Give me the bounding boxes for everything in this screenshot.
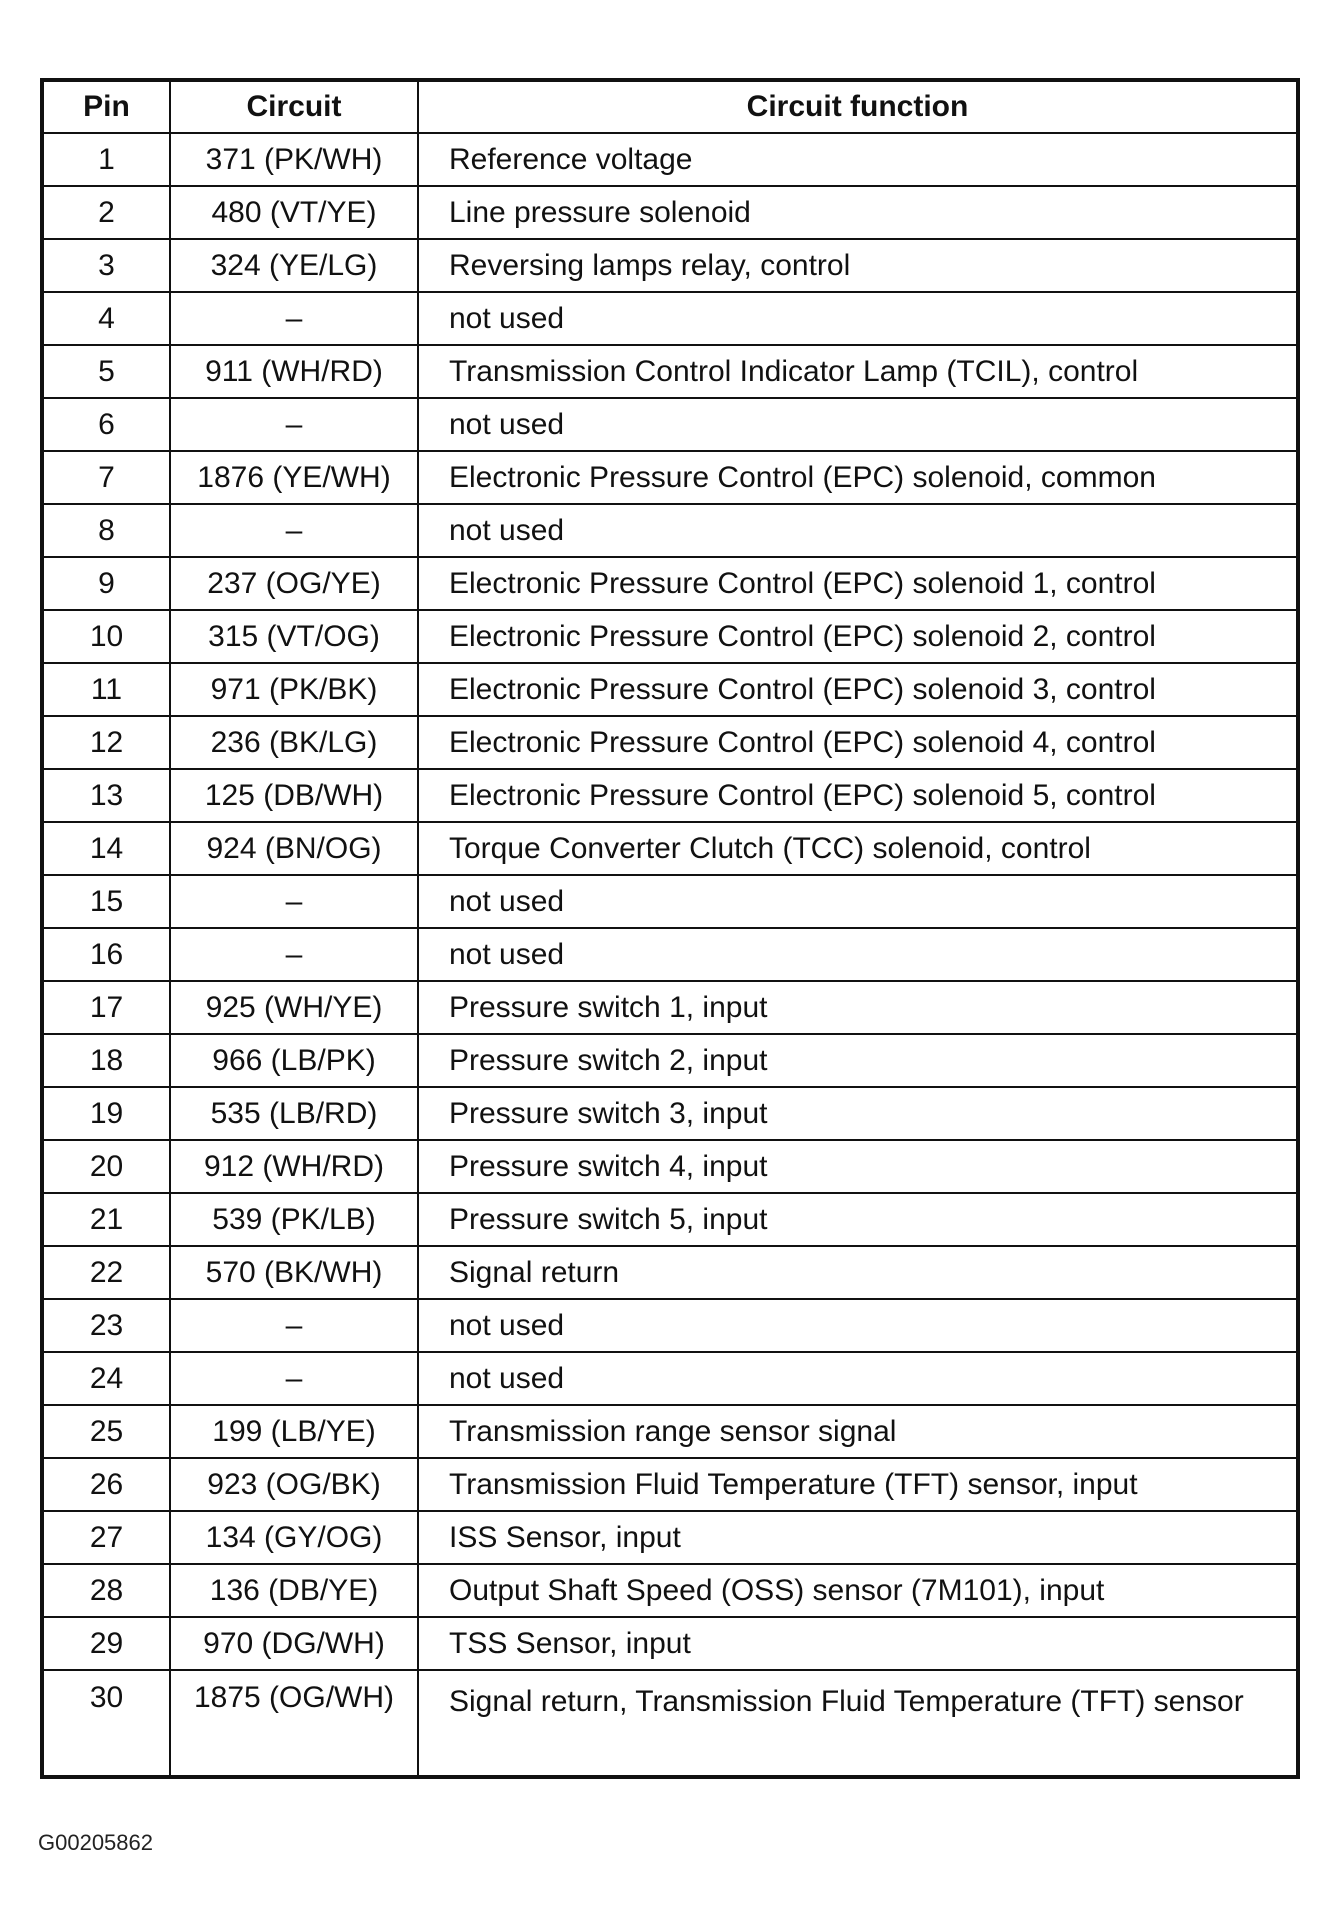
circuit-cell: 134 (GY/OG) bbox=[170, 1511, 418, 1564]
table-row bbox=[42, 610, 1298, 663]
table-row bbox=[42, 1246, 1298, 1299]
circuit-function-cell: not used bbox=[418, 1299, 1298, 1352]
circuit-cell: 236 (BK/LG) bbox=[170, 716, 418, 769]
pin-cell: 11 bbox=[42, 663, 170, 716]
circuit-cell: 970 (DG/WH) bbox=[170, 1617, 418, 1670]
table-row bbox=[42, 1087, 1298, 1140]
pin-cell: 14 bbox=[42, 822, 170, 875]
circuit-function-cell: Signal return bbox=[418, 1246, 1298, 1299]
circuit-cell: 480 (VT/YE) bbox=[170, 186, 418, 239]
circuit-cell: – bbox=[170, 928, 418, 981]
pin-cell: 8 bbox=[42, 504, 170, 557]
circuit-cell: – bbox=[170, 398, 418, 451]
table-row bbox=[42, 1670, 1298, 1777]
pin-cell: 13 bbox=[42, 769, 170, 822]
circuit-cell: 315 (VT/OG) bbox=[170, 610, 418, 663]
pin-cell: 5 bbox=[42, 345, 170, 398]
pin-cell: 2 bbox=[42, 186, 170, 239]
table-row bbox=[42, 1140, 1298, 1193]
pin-cell: 29 bbox=[42, 1617, 170, 1670]
circuit-function-cell: not used bbox=[418, 1352, 1298, 1405]
circuit-function-cell: Electronic Pressure Control (EPC) solenoid, common bbox=[418, 451, 1298, 504]
table-row bbox=[42, 133, 1298, 186]
circuit-function-cell: Output Shaft Speed (OSS) sensor (7M101), input bbox=[418, 1564, 1298, 1617]
pin-cell: 25 bbox=[42, 1405, 170, 1458]
table-row bbox=[42, 557, 1298, 610]
circuit-cell: 924 (BN/OG) bbox=[170, 822, 418, 875]
pin-cell: 24 bbox=[42, 1352, 170, 1405]
pin-cell: 6 bbox=[42, 398, 170, 451]
table-row bbox=[42, 663, 1298, 716]
circuit-cell: 923 (OG/BK) bbox=[170, 1458, 418, 1511]
circuit-cell: 570 (BK/WH) bbox=[170, 1246, 418, 1299]
pin-cell: 15 bbox=[42, 875, 170, 928]
pin-cell: 28 bbox=[42, 1564, 170, 1617]
circuit-cell: 199 (LB/YE) bbox=[170, 1405, 418, 1458]
circuit-function-cell: ISS Sensor, input bbox=[418, 1511, 1298, 1564]
table-row bbox=[42, 1617, 1298, 1670]
pin-cell: 16 bbox=[42, 928, 170, 981]
table-row bbox=[42, 239, 1298, 292]
pin-cell: 23 bbox=[42, 1299, 170, 1352]
circuit-function-cell: Transmission Control Indicator Lamp (TCIL), control bbox=[418, 345, 1298, 398]
pin-cell: 18 bbox=[42, 1034, 170, 1087]
circuit-function-cell: Torque Converter Clutch (TCC) solenoid, control bbox=[418, 822, 1298, 875]
circuit-function-cell: Pressure switch 2, input bbox=[418, 1034, 1298, 1087]
circuit-cell: 237 (OG/YE) bbox=[170, 557, 418, 610]
circuit-function-cell: Electronic Pressure Control (EPC) solenoid 4, control bbox=[418, 716, 1298, 769]
pin-cell: 30 bbox=[42, 1670, 170, 1777]
circuit-function-cell: Reversing lamps relay, control bbox=[418, 239, 1298, 292]
figure-code: G00205862 bbox=[38, 1830, 153, 1855]
pin-cell: 4 bbox=[42, 292, 170, 345]
circuit-function-cell: Electronic Pressure Control (EPC) solenoid 3, control bbox=[418, 663, 1298, 716]
table-row bbox=[42, 928, 1298, 981]
circuit-function-cell: Transmission range sensor signal bbox=[418, 1405, 1298, 1458]
pin-cell: 21 bbox=[42, 1193, 170, 1246]
circuit-cell: 324 (YE/LG) bbox=[170, 239, 418, 292]
circuit-function-cell: not used bbox=[418, 928, 1298, 981]
pin-cell: 26 bbox=[42, 1458, 170, 1511]
circuit-function-cell: Transmission Fluid Temperature (TFT) sensor, input bbox=[418, 1458, 1298, 1511]
circuit-function-cell: Electronic Pressure Control (EPC) solenoid 2, control bbox=[418, 610, 1298, 663]
table-row bbox=[42, 769, 1298, 822]
circuit-function-cell: Pressure switch 5, input bbox=[418, 1193, 1298, 1246]
circuit-function-cell: Signal return, Transmission Fluid Temperature (TFT) sensor bbox=[418, 1670, 1298, 1777]
table-row bbox=[42, 1299, 1298, 1352]
table-row bbox=[42, 1564, 1298, 1617]
circuit-cell: 911 (WH/RD) bbox=[170, 345, 418, 398]
connector-pin-table bbox=[40, 78, 1300, 1779]
circuit-cell: 971 (PK/BK) bbox=[170, 663, 418, 716]
circuit-function-cell: not used bbox=[418, 292, 1298, 345]
circuit-cell: 1876 (YE/WH) bbox=[170, 451, 418, 504]
circuit-function-cell: TSS Sensor, input bbox=[418, 1617, 1298, 1670]
circuit-cell: – bbox=[170, 504, 418, 557]
circuit-function-cell: Pressure switch 4, input bbox=[418, 1140, 1298, 1193]
circuit-cell: 125 (DB/WH) bbox=[170, 769, 418, 822]
circuit-cell: – bbox=[170, 875, 418, 928]
table-row bbox=[42, 1352, 1298, 1405]
pin-cell: 19 bbox=[42, 1087, 170, 1140]
pin-cell: 27 bbox=[42, 1511, 170, 1564]
pin-cell: 20 bbox=[42, 1140, 170, 1193]
circuit-function-cell: Reference voltage bbox=[418, 133, 1298, 186]
circuit-cell: 535 (LB/RD) bbox=[170, 1087, 418, 1140]
pin-cell: 7 bbox=[42, 451, 170, 504]
table-row bbox=[42, 186, 1298, 239]
circuit-cell: 539 (PK/LB) bbox=[170, 1193, 418, 1246]
table-row bbox=[42, 451, 1298, 504]
circuit-cell: 371 (PK/WH) bbox=[170, 133, 418, 186]
circuit-function-cell: not used bbox=[418, 504, 1298, 557]
header-circuit-function: Circuit function bbox=[418, 80, 1298, 133]
circuit-function-cell: Pressure switch 3, input bbox=[418, 1087, 1298, 1140]
circuit-cell: 136 (DB/YE) bbox=[170, 1564, 418, 1617]
circuit-cell: 966 (LB/PK) bbox=[170, 1034, 418, 1087]
circuit-cell: 1875 (OG/WH) bbox=[170, 1670, 418, 1777]
circuit-function-cell: not used bbox=[418, 398, 1298, 451]
table-body bbox=[42, 133, 1298, 1777]
table-row bbox=[42, 398, 1298, 451]
circuit-function-cell: Electronic Pressure Control (EPC) solenoid 1, control bbox=[418, 557, 1298, 610]
header-pin: Pin bbox=[42, 80, 170, 133]
pin-cell: 17 bbox=[42, 981, 170, 1034]
table-row bbox=[42, 981, 1298, 1034]
pin-cell: 22 bbox=[42, 1246, 170, 1299]
circuit-function-cell: Line pressure solenoid bbox=[418, 186, 1298, 239]
table-row bbox=[42, 504, 1298, 557]
pin-cell: 9 bbox=[42, 557, 170, 610]
circuit-cell: – bbox=[170, 292, 418, 345]
table-header-row bbox=[42, 80, 1298, 133]
pin-cell: 12 bbox=[42, 716, 170, 769]
circuit-cell: – bbox=[170, 1352, 418, 1405]
circuit-function-cell: Pressure switch 1, input bbox=[418, 981, 1298, 1034]
table-row bbox=[42, 822, 1298, 875]
circuit-function-cell: not used bbox=[418, 875, 1298, 928]
header-circuit: Circuit bbox=[170, 80, 418, 133]
table-row bbox=[42, 1034, 1298, 1087]
table-row bbox=[42, 1405, 1298, 1458]
table-row bbox=[42, 716, 1298, 769]
circuit-cell: 912 (WH/RD) bbox=[170, 1140, 418, 1193]
circuit-cell: 925 (WH/YE) bbox=[170, 981, 418, 1034]
table-row bbox=[42, 345, 1298, 398]
table-row bbox=[42, 1458, 1298, 1511]
circuit-cell: – bbox=[170, 1299, 418, 1352]
table-row bbox=[42, 1193, 1298, 1246]
table-row bbox=[42, 1511, 1298, 1564]
circuit-function-cell: Electronic Pressure Control (EPC) solenoid 5, control bbox=[418, 769, 1298, 822]
table-row bbox=[42, 875, 1298, 928]
table-row bbox=[42, 292, 1298, 345]
pin-cell: 1 bbox=[42, 133, 170, 186]
pin-cell: 3 bbox=[42, 239, 170, 292]
pin-cell: 10 bbox=[42, 610, 170, 663]
